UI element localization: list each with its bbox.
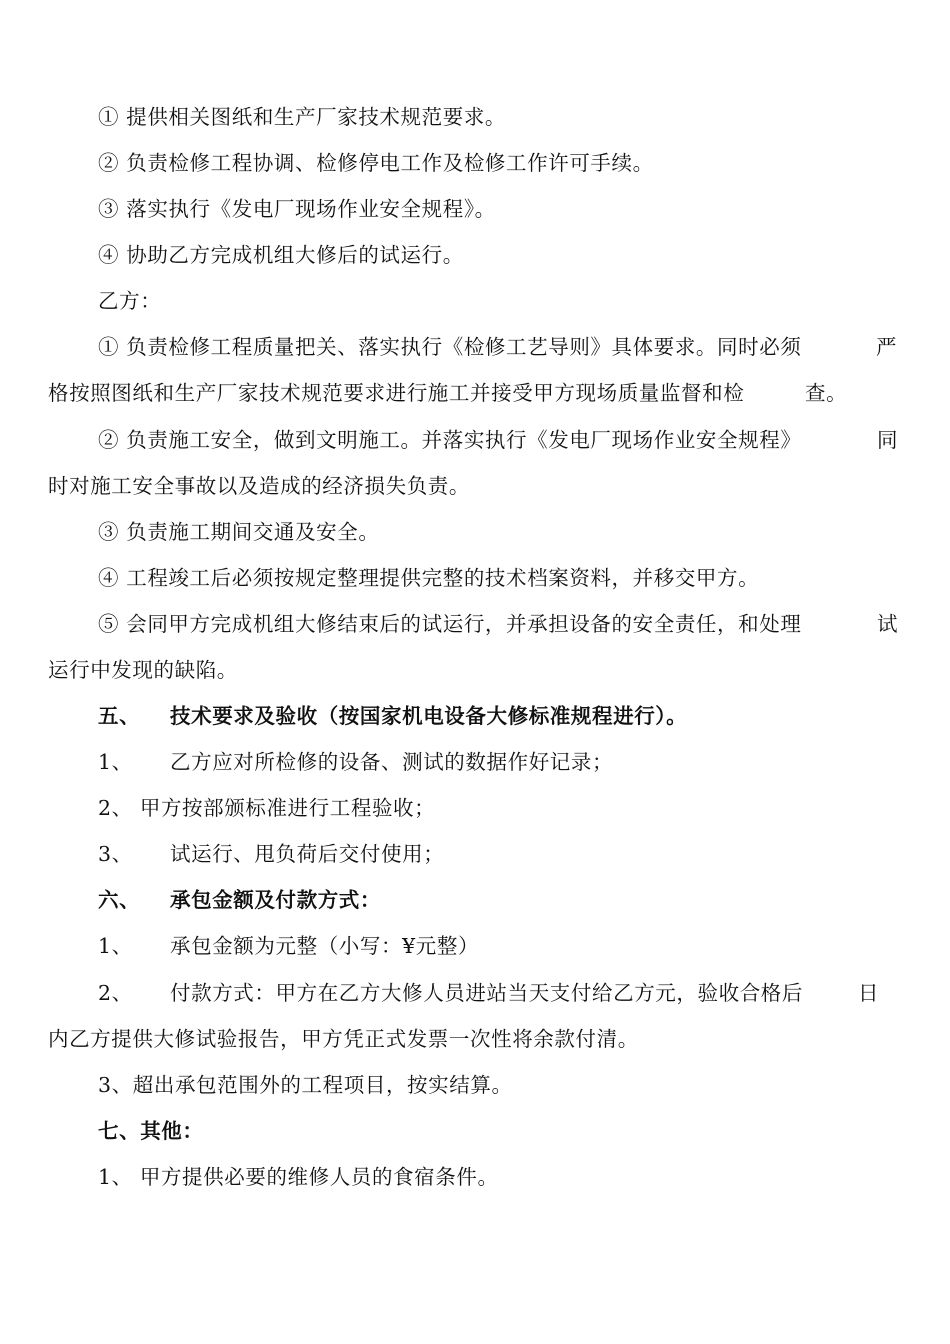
section-title: 七、其他： (98, 1119, 204, 1143)
party-b-duty-3 (0, 514, 950, 550)
item-text: 付款方式：甲方在乙方大修人员进站当天支付给乙方元，验收合格后 (170, 981, 803, 1005)
party-a-duty-2 (0, 145, 950, 181)
item-text: 3、超出承包范围外的工程项目，按实结算。 (98, 1073, 513, 1097)
section-5-item-3 (0, 836, 950, 872)
party-a-duty-3 (0, 191, 950, 227)
section-7-heading (0, 1113, 950, 1149)
line-text-end: 试 (877, 612, 899, 636)
section-number: 五、 (98, 704, 141, 728)
line-text-end: 查。 (805, 381, 848, 405)
item-text: 内乙方提供大修试验报告，甲方凭正式发票一次性将余款付清。 (48, 1027, 639, 1051)
section-6-item-2 (0, 975, 950, 1011)
item-number: 1、 (98, 934, 133, 958)
party-b-duty-4 (0, 560, 950, 596)
party-b-heading (0, 283, 950, 319)
party-b-duty-1-cont (0, 375, 950, 411)
party-a-duty-1 (0, 99, 950, 135)
section-6-heading (0, 882, 950, 918)
line-text: ① 负责检修工程质量把关、落实执行《检修工艺导则》具体要求。同时必须 (98, 335, 802, 359)
section-title: 承包金额及付款方式： (170, 888, 381, 912)
section-6-item-3 (0, 1067, 950, 1103)
party-b-duty-2-cont (0, 468, 950, 504)
line-text: 格按照图纸和生产厂家技术规范要求进行施工并接受甲方现场质量监督和检 (48, 381, 745, 405)
party-b-duty-5 (0, 606, 950, 642)
line-text-end: 严 (876, 335, 898, 359)
line-text: ④ 工程竣工后必须按规定整理提供完整的技术档案资料，并移交甲方。 (98, 566, 760, 590)
section-5-item-1 (0, 744, 950, 780)
section-number: 六、 (98, 888, 141, 912)
line-text: ② 负责施工安全，做到文明施工。并落实执行《发电厂现场作业安全规程》 (98, 428, 802, 452)
item-text: 1、 甲方提供必要的维修人员的食宿条件。 (98, 1165, 499, 1189)
item-text: 2、 甲方按部颁标准进行工程验收； (98, 796, 436, 820)
section-7-item-1 (0, 1159, 950, 1195)
line-text-end: 日 (858, 981, 880, 1005)
line-text: ② 负责检修工程协调、检修停电工作及检修工作许可手续。 (98, 151, 654, 175)
line-text: ③ 落实执行《发电厂现场作业安全规程》。 (98, 197, 496, 221)
line-text: 乙方： (98, 289, 162, 313)
item-number: 1、 (98, 750, 133, 774)
item-text: 乙方应对所检修的设备、测试的数据作好记录； (170, 750, 614, 774)
line-text: ④ 协助乙方完成机组大修后的试运行。 (98, 243, 464, 267)
line-text: ③ 负责施工期间交通及安全。 (98, 520, 380, 544)
section-6-item-1 (0, 928, 950, 964)
party-a-duty-4 (0, 237, 950, 273)
item-text: 承包金额为元整（小写：¥元整） (170, 934, 480, 958)
line-text: 时对施工安全事故以及造成的经济损失负责。 (48, 474, 470, 498)
party-b-duty-1 (0, 329, 950, 365)
line-text: 运行中发现的缺陷。 (48, 658, 238, 682)
section-5-heading (0, 698, 950, 734)
line-text: ① 提供相关图纸和生产厂家技术规范要求。 (98, 105, 507, 129)
section-6-item-2-cont (0, 1021, 950, 1057)
section-5-item-2 (0, 790, 950, 826)
item-text: 试运行、甩负荷后交付使用； (170, 842, 445, 866)
section-title: 技术要求及验收（按国家机电设备大修标准规程进行）。 (170, 704, 688, 728)
party-b-duty-5-cont (0, 652, 950, 688)
line-text-end: 同 (877, 428, 899, 452)
party-b-duty-2 (0, 422, 950, 458)
line-text: ⑤ 会同甲方完成机组大修结束后的试运行，并承担设备的安全责任，和处理 (98, 612, 802, 636)
item-number: 3、 (98, 842, 133, 866)
item-number: 2、 (98, 981, 133, 1005)
